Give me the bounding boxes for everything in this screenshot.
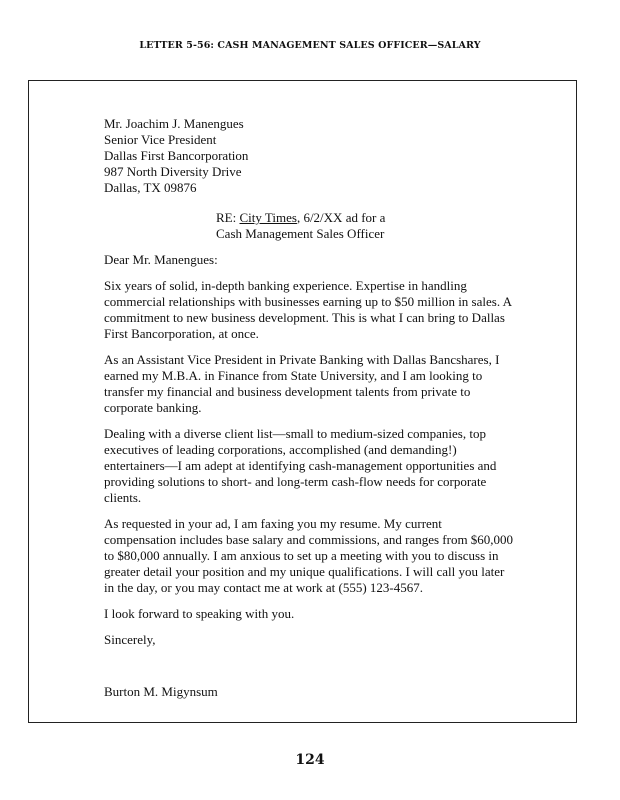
reference-line: [216, 210, 514, 242]
recipient-street: 987 North Diversity Drive: [104, 164, 242, 179]
reference-publication: City Times: [239, 210, 297, 225]
paragraph-intro: Six years of solid, in-depth banking experience. Expertise in handling commercial relationships with businesses earning up to $50 million in sales. A commitment to new business development. This is what I can bring to Dallas First Bancorporation, at once.: [104, 278, 512, 341]
signature-name: Burton M. Migynsum: [104, 684, 218, 699]
reference-prefix: RE:: [216, 210, 240, 225]
paragraph-closing-remark: I look forward to speaking with you.: [104, 606, 295, 621]
recipient-address: [104, 116, 514, 196]
letter-body: [104, 116, 514, 700]
paragraph-salary: As requested in your ad, I am faxing you my resume. My current compensation includes base salary and commissions, and ranges from $60,000 to $80,000 annually. I am anxious to set up a meeting with you to discuss in greater detail your position and my unique qualifications. I will call you later in the day, or you may contact me at work at (555) 123-4567.: [104, 516, 514, 595]
recipient-city: Dallas, TX 09876: [104, 180, 197, 195]
page-header-title: LETTER 5-56: CASH MANAGEMENT SALES OFFICER—SALARY: [139, 40, 481, 51]
reference-line-2: Cash Management Sales Officer: [216, 226, 385, 241]
salutation: Dear Mr. Manengues:: [104, 252, 218, 267]
recipient-name: Mr. Joachim J. Manengues: [104, 116, 244, 131]
paragraph-background: As an Assistant Vice President in Private Banking with Dallas Bancshares, I earned my M.B.A. in Finance from State University, and I am looking to transfer my financial and business development talents from private to corporate banking.: [104, 352, 500, 415]
recipient-title: Senior Vice President: [104, 132, 217, 147]
reference-ad-date: , 6/2/XX ad for a: [296, 210, 386, 225]
letter-frame: [28, 80, 577, 723]
page-number: 124: [295, 752, 325, 768]
paragraph-clients: Dealing with a diverse client list—small to medium-sized companies, top executives of leading corporations, accomplished (and demanding!) entertainers—I am adept at identifying cash-management opportunities and providing solutions to short- and long-term cash-flow needs for corporate clients.: [104, 426, 497, 505]
reference-line-1: [216, 210, 514, 226]
recipient-company: Dallas First Bancorporation: [104, 148, 249, 163]
complimentary-close: Sincerely,: [104, 632, 156, 647]
